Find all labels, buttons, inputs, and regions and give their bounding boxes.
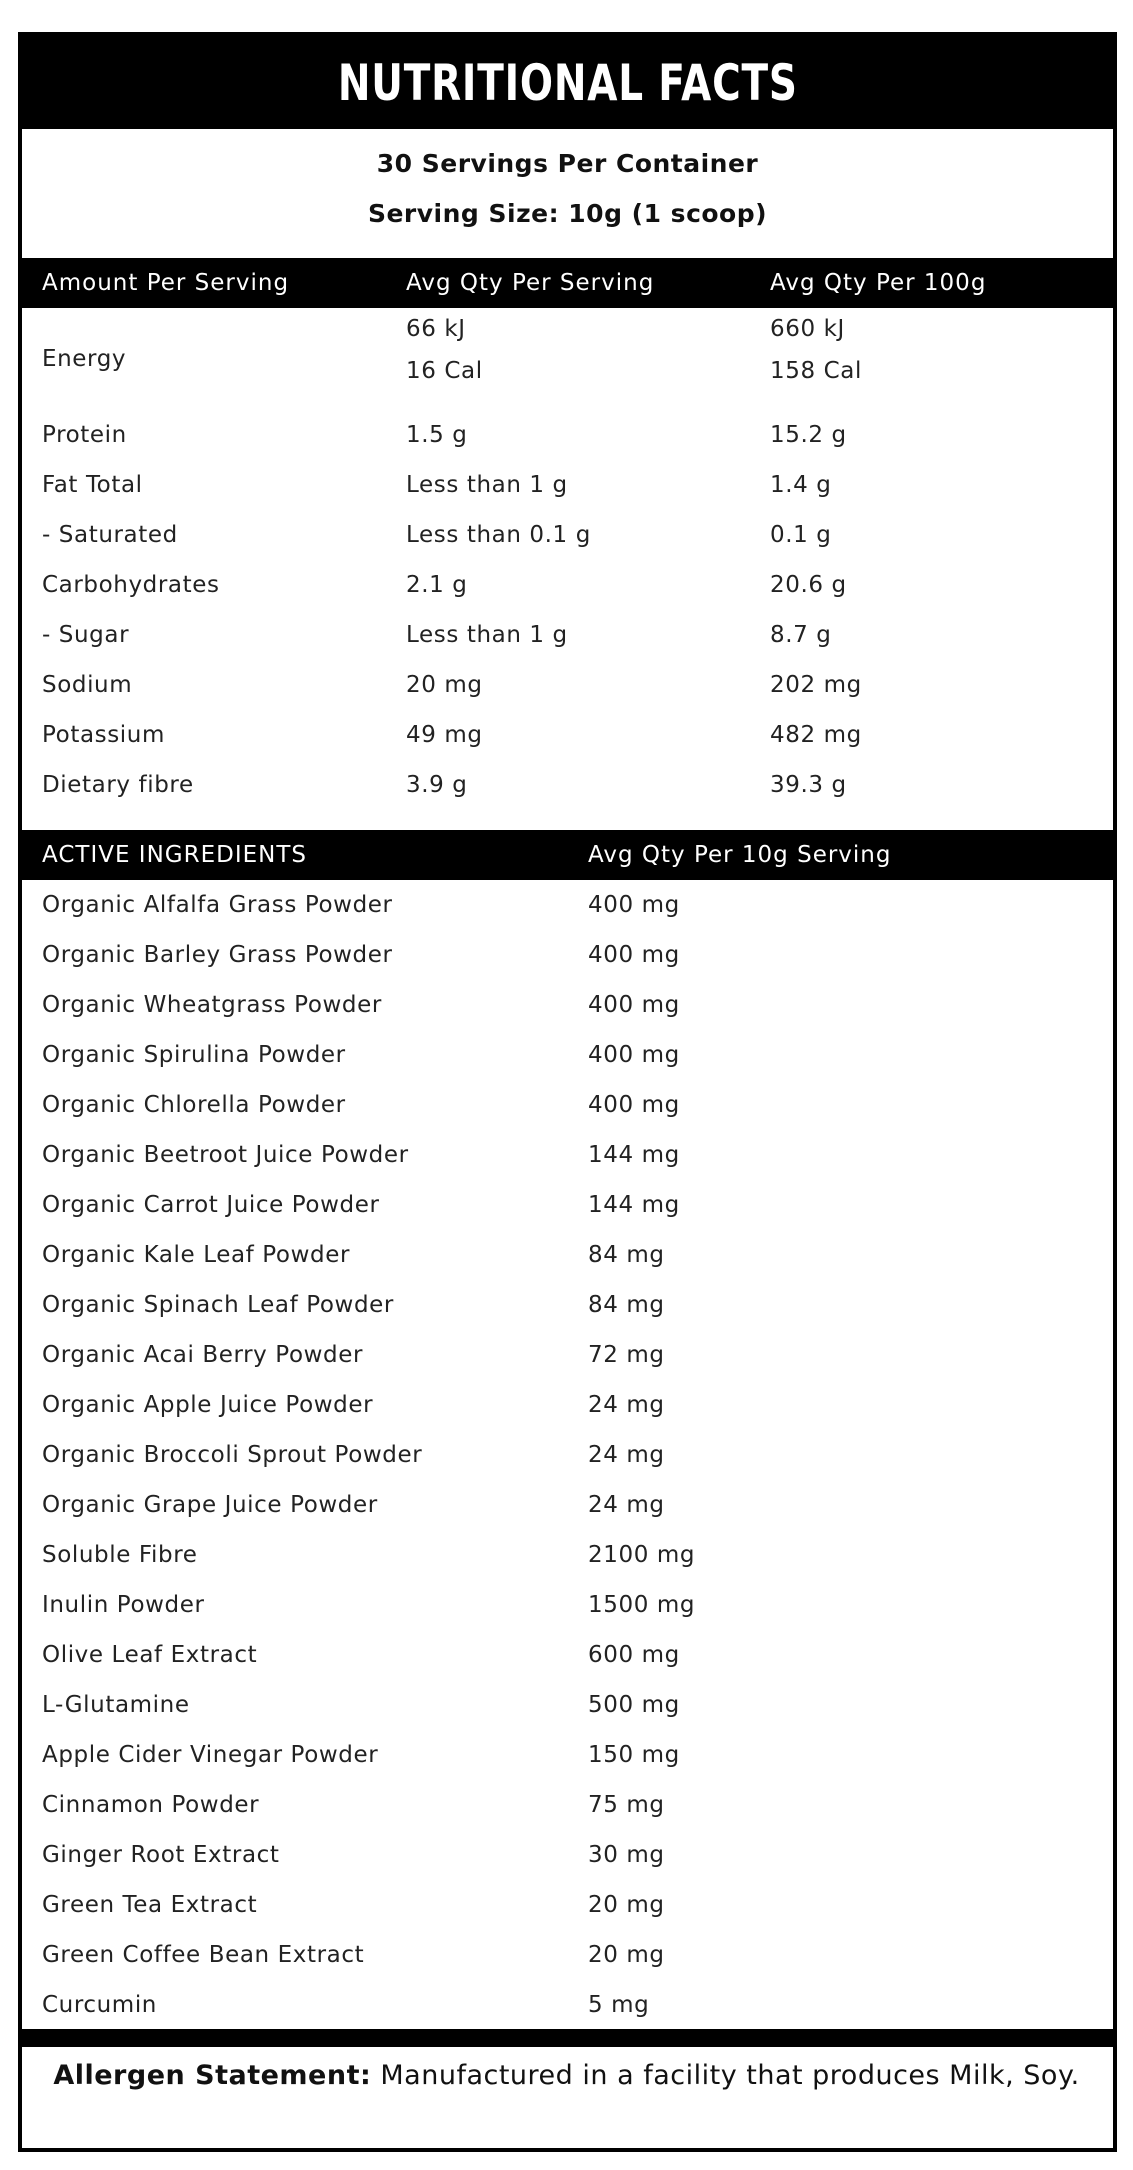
ingredient-row — [22, 1680, 1113, 1730]
nutrient-name: Dietary fibre — [42, 772, 194, 798]
ingredient-name: Green Tea Extract — [42, 1892, 258, 1918]
allergen-statement — [0, 2060, 1133, 2091]
ingredient-name: Inulin Powder — [42, 1592, 205, 1618]
nutrient-per-100g: 202 mg — [770, 672, 862, 698]
ingredient-row — [22, 1180, 1113, 1230]
nutrient-per-100g: 39.3 g — [770, 772, 847, 798]
energy-100g-kj: 660 kJ — [770, 316, 845, 342]
nutrient-name: Fat Total — [42, 472, 143, 498]
label-title: NUTRITIONAL FACTS — [337, 53, 798, 112]
ingredient-name: Organic Kale Leaf Powder — [42, 1242, 350, 1268]
ingredient-qty: 75 mg — [588, 1792, 665, 1818]
nutrient-per-100g: 482 mg — [770, 722, 862, 748]
energy-serving-cal: 16 Cal — [406, 358, 483, 384]
energy-label: Energy — [42, 346, 127, 372]
ingredient-row — [22, 1280, 1113, 1330]
ingredient-name: L-Glutamine — [42, 1692, 190, 1718]
ingredients-header — [22, 830, 1113, 880]
nutrient-per-serving: Less than 1 g — [406, 622, 568, 648]
nutrient-per-100g: 1.4 g — [770, 472, 832, 498]
ingredient-qty: 20 mg — [588, 1892, 665, 1918]
ingredient-row — [22, 1080, 1113, 1130]
ingredient-qty: 144 mg — [588, 1192, 680, 1218]
header-active-ingredients: ACTIVE INGREDIENTS — [42, 842, 308, 868]
energy-100g-cal: 158 Cal — [770, 358, 862, 384]
ingredient-qty: 400 mg — [588, 992, 680, 1018]
ingredient-name: Organic Chlorella Powder — [42, 1092, 346, 1118]
ingredient-qty: 2100 mg — [588, 1542, 696, 1568]
ingredient-qty: 72 mg — [588, 1342, 665, 1368]
nutrient-name: Protein — [42, 422, 127, 448]
ingredient-row — [22, 1630, 1113, 1680]
nutrient-per-100g: 8.7 g — [770, 622, 832, 648]
ingredient-row — [22, 1230, 1113, 1280]
nutrient-row — [22, 660, 1113, 710]
ingredient-row — [22, 1980, 1113, 2030]
ingredient-row — [22, 980, 1113, 1030]
servings-per-container: 30 Servings Per Container — [376, 149, 759, 178]
ingredient-row — [22, 1130, 1113, 1180]
nutrient-row — [22, 460, 1113, 510]
ingredient-name: Curcumin — [42, 1992, 157, 2018]
ingredient-qty: 400 mg — [588, 1092, 680, 1118]
ingredient-name: Organic Spirulina Powder — [42, 1042, 346, 1068]
ingredient-row — [22, 1880, 1113, 1930]
ingredient-name: Organic Apple Juice Powder — [42, 1392, 374, 1418]
ingredient-qty: 24 mg — [588, 1392, 665, 1418]
energy-serving-kj: 66 kJ — [406, 316, 466, 342]
ingredient-row — [22, 930, 1113, 980]
ingredient-qty: 1500 mg — [588, 1592, 696, 1618]
ingredient-name: Green Coffee Bean Extract — [42, 1942, 365, 1968]
ingredient-row — [22, 1730, 1113, 1780]
nutrient-name: Potassium — [42, 722, 165, 748]
nutrient-name: - Sugar — [42, 622, 130, 648]
ingredient-name: Organic Beetroot Juice Powder — [42, 1142, 409, 1168]
nutrient-row — [22, 760, 1113, 810]
ingredient-qty: 24 mg — [588, 1492, 665, 1518]
nutrient-row — [22, 610, 1113, 660]
ingredient-name: Apple Cider Vinegar Powder — [42, 1742, 379, 1768]
nutrient-per-serving: 1.5 g — [406, 422, 468, 448]
ingredient-qty: 84 mg — [588, 1292, 665, 1318]
nutrient-name: Carbohydrates — [42, 572, 220, 598]
nutrient-per-serving: 49 mg — [406, 722, 483, 748]
ingredient-qty: 144 mg — [588, 1142, 680, 1168]
ingredient-qty: 5 mg — [588, 1992, 650, 2018]
nutrient-row — [22, 410, 1113, 460]
ingredient-name: Olive Leaf Extract — [42, 1642, 258, 1668]
header-avg-qty-per-serving: Avg Qty Per Serving — [406, 270, 655, 296]
nutrient-per-serving: 2.1 g — [406, 572, 468, 598]
nutrient-name: Sodium — [42, 672, 133, 698]
allergen-label: Allergen Statement: — [53, 2060, 372, 2091]
ingredient-name: Soluble Fibre — [42, 1542, 198, 1568]
nutrient-per-100g: 0.1 g — [770, 522, 832, 548]
ingredient-name: Ginger Root Extract — [42, 1842, 280, 1868]
ingredient-row — [22, 1430, 1113, 1480]
nutrition-label — [18, 32, 1117, 2152]
ingredient-qty: 20 mg — [588, 1942, 665, 1968]
ingredient-qty: 84 mg — [588, 1242, 665, 1268]
header-avg-qty-per-10g: Avg Qty Per 10g Serving — [588, 842, 892, 868]
divider-bar — [22, 2029, 1113, 2047]
nutrient-row — [22, 710, 1113, 760]
ingredient-row — [22, 1780, 1113, 1830]
ingredient-qty: 24 mg — [588, 1442, 665, 1468]
nutrient-name: - Saturated — [42, 522, 178, 548]
ingredient-qty: 400 mg — [588, 892, 680, 918]
ingredient-name: Organic Broccoli Sprout Powder — [42, 1442, 423, 1468]
ingredient-name: Organic Spinach Leaf Powder — [42, 1292, 394, 1318]
ingredient-qty: 600 mg — [588, 1642, 680, 1668]
allergen-text: Manufactured in a facility that produces Milk, Soy. — [371, 2060, 1080, 2091]
ingredient-name: Organic Barley Grass Powder — [42, 942, 393, 968]
nutrient-per-serving: 20 mg — [406, 672, 483, 698]
serving-size: Serving Size: 10g (1 scoop) — [367, 199, 768, 228]
ingredient-qty: 500 mg — [588, 1692, 680, 1718]
ingredient-row — [22, 1330, 1113, 1380]
title-bar — [22, 36, 1113, 129]
ingredient-row — [22, 1930, 1113, 1980]
ingredient-name: Organic Acai Berry Powder — [42, 1342, 364, 1368]
ingredient-qty: 30 mg — [588, 1842, 665, 1868]
nutrient-per-100g: 20.6 g — [770, 572, 847, 598]
nutrition-header — [22, 258, 1113, 308]
ingredient-row — [22, 1480, 1113, 1530]
ingredient-row — [22, 880, 1113, 930]
ingredient-name: Cinnamon Powder — [42, 1792, 260, 1818]
ingredient-qty: 400 mg — [588, 1042, 680, 1068]
header-avg-qty-per-100g: Avg Qty Per 100g — [770, 270, 987, 296]
ingredient-row — [22, 1380, 1113, 1430]
ingredient-qty: 400 mg — [588, 942, 680, 968]
ingredient-name: Organic Grape Juice Powder — [42, 1492, 378, 1518]
ingredient-qty: 150 mg — [588, 1742, 680, 1768]
header-amount-per-serving: Amount Per Serving — [42, 270, 290, 296]
ingredient-name: Organic Wheatgrass Powder — [42, 992, 382, 1018]
ingredient-row — [22, 1580, 1113, 1630]
ingredient-name: Organic Alfalfa Grass Powder — [42, 892, 393, 918]
ingredient-row — [22, 1530, 1113, 1580]
nutrient-per-serving: Less than 1 g — [406, 472, 568, 498]
nutrient-per-serving: 3.9 g — [406, 772, 468, 798]
nutrient-row — [22, 560, 1113, 610]
ingredient-name: Organic Carrot Juice Powder — [42, 1192, 380, 1218]
energy-row — [22, 316, 1113, 408]
ingredient-row — [22, 1830, 1113, 1880]
ingredient-row — [22, 1030, 1113, 1080]
nutrient-row — [22, 510, 1113, 560]
nutrient-per-serving: Less than 0.1 g — [406, 522, 591, 548]
nutrient-per-100g: 15.2 g — [770, 422, 847, 448]
